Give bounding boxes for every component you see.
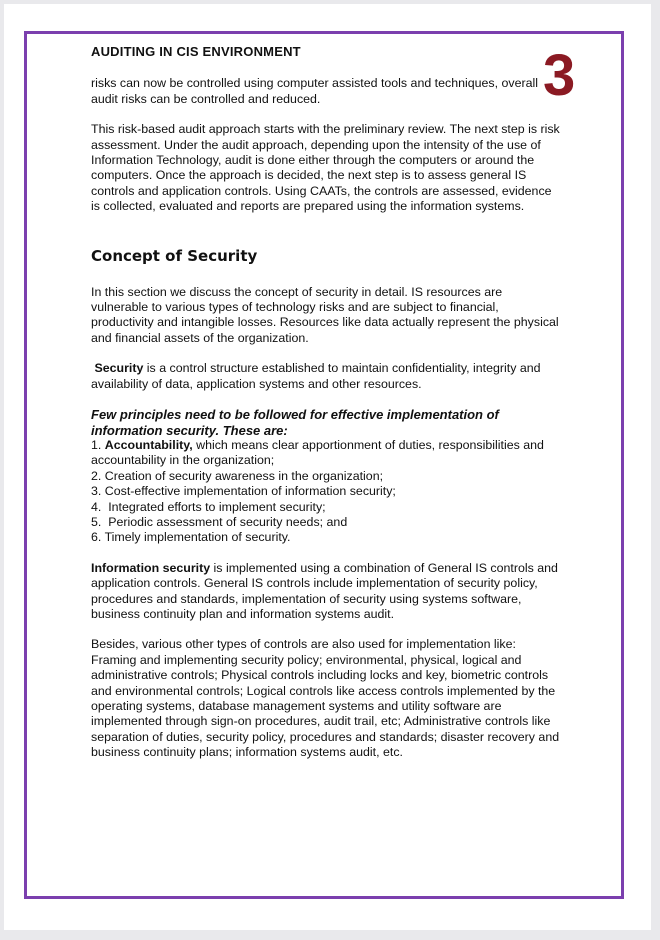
paragraph-intro: In this section we discuss the concept of security in detail. IS resources are vulnerable to various types of technology risks and are subject to financial, productivity and intangible losses. Resources like data actually represent the physical and financial assets of the organization. bbox=[91, 284, 559, 345]
paragraph-risk-based-approach: This risk-based audit approach starts with the preliminary review. The next step is risk assessment. Under the audit approach, depending upon the intensity of the use of Information Technology, audit is done either through the computers or around the computers. Once the approach is decided, the next step is to assess general IS controls and application controls. Using CAATs, the controls are assessed, evidence is collected, evaluated and reports are prepared using the information systems. bbox=[91, 122, 560, 214]
principle-item: 2. Creation of security awareness in the organization; bbox=[91, 468, 384, 483]
principle-bold: Accountability, bbox=[104, 437, 193, 452]
principles-list bbox=[91, 438, 561, 546]
infosec-term: Information security bbox=[91, 560, 211, 575]
infosec-text: is implemented using a combination of General IS controls and application controls. General IS controls include implementation of security policy, procedures and standards, implementation of security using systems software, business continuity plan and information systems audit. bbox=[91, 560, 558, 621]
principles-title: Few principles need to be followed for effective implementation of information security. These are: bbox=[91, 407, 499, 438]
running-header: AUDITING IN CIS ENVIRONMENT bbox=[91, 44, 301, 59]
principle-item: 3. Cost-effective implementation of information security; bbox=[91, 484, 396, 499]
principle-item: 6. Timely implementation of security. bbox=[91, 530, 291, 545]
page-content bbox=[91, 44, 561, 761]
security-definition-text: is a control structure established to maintain confidentiality, integrity and availability of data, application systems and other resources. bbox=[91, 361, 541, 391]
security-term: Security bbox=[94, 361, 144, 376]
principle-item: 1. Accountability, which means clear apportionment of duties, responsibilities and accountability in the organization; bbox=[91, 437, 544, 468]
section-title: Concept of Security bbox=[91, 246, 258, 265]
paragraph-security-definition bbox=[91, 361, 561, 392]
paragraph-risks: risks can now be controlled using computer assisted tools and techniques, overall audit risks can be controlled and reduced. bbox=[91, 76, 538, 106]
paragraph-information-security bbox=[91, 561, 561, 623]
paragraph-besides: Besides, various other types of controls are also used for implementation like: Framing and implementing security policy; environmental, physical, logical and administrative controls; Physical controls including locks and key, biometric controls and environmental controls; Logical controls like access controls implemented by the operating systems, database management systems and utility software are implemented through sign-on procedures, audit trail, etc; Administrative controls like separation of duties, security policy, procedures and standards; disaster recovery and business continuity plans; information systems audit, etc. bbox=[91, 637, 560, 760]
chapter-number: 3 bbox=[543, 43, 576, 108]
principle-item: 4. Integrated efforts to implement security; bbox=[91, 499, 326, 514]
principle-item: 5. Periodic assessment of security needs; and bbox=[91, 514, 348, 529]
